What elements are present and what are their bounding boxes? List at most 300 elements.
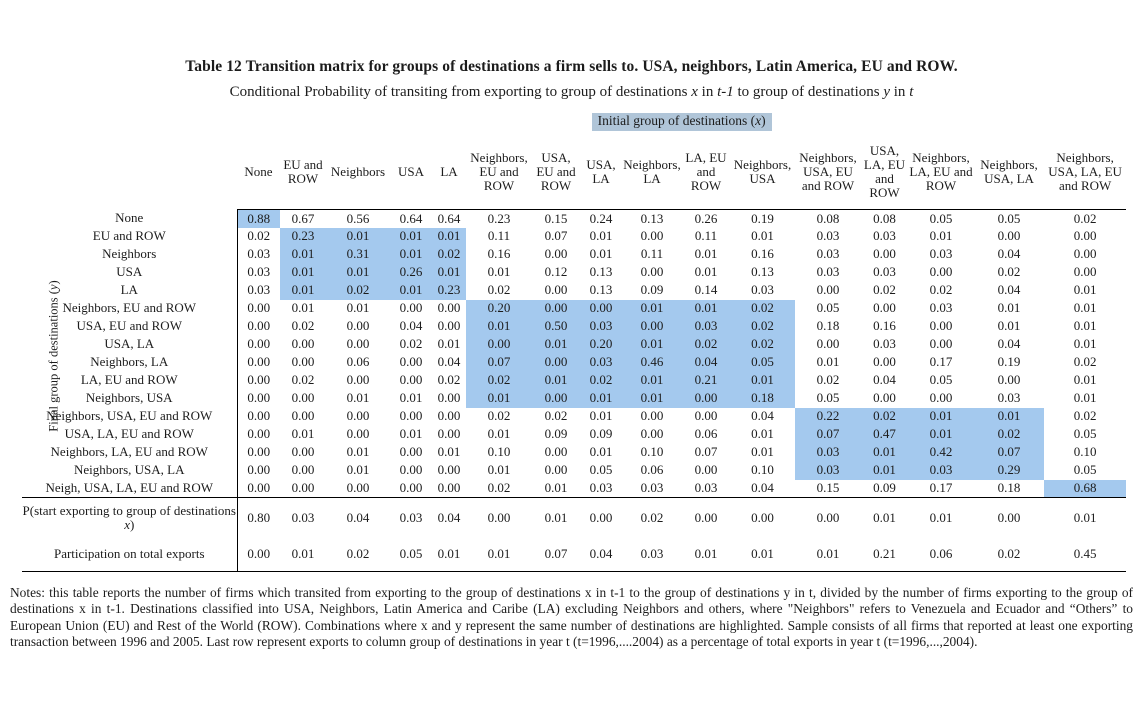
matrix-cell: 0.04	[873, 372, 896, 388]
summary-cell: 0.21	[861, 538, 908, 572]
matrix-cell: 0.01	[929, 228, 953, 244]
column-header: None	[237, 135, 280, 210]
summary-cell: 0.03	[291, 509, 315, 525]
matrix-cell: 0.00	[694, 462, 718, 478]
row-label: Neighbors	[102, 246, 157, 262]
matrix-cell: 0.00	[437, 300, 461, 316]
matrix-cell: 0.02	[861, 408, 908, 426]
row-label: USA, EU and ROW	[76, 318, 182, 334]
matrix-cell: 0.00	[816, 336, 840, 352]
matrix-cell: 0.01	[432, 228, 466, 246]
matrix-cell: 0.00	[237, 480, 280, 498]
summary-cell: 0.00	[589, 509, 613, 525]
summary-cell: 0.01	[929, 509, 953, 525]
matrix-cell: 0.08	[816, 210, 840, 226]
matrix-cell: 0.02	[399, 336, 423, 352]
matrix-cell: 0.10	[751, 462, 774, 478]
matrix-cell: 0.01	[390, 228, 432, 246]
table-row	[22, 282, 1126, 300]
matrix-cell: 0.00	[291, 408, 315, 424]
summary-cell: 0.00	[997, 509, 1021, 525]
matrix-cell: 0.42	[908, 444, 974, 462]
matrix-cell: 0.23	[280, 228, 326, 246]
matrix-cell: 0.00	[640, 426, 664, 442]
matrix-cell: 0.00	[326, 480, 390, 498]
matrix-cell: 0.01	[622, 372, 682, 390]
matrix-cell: 0.23	[432, 282, 466, 300]
matrix-cell: 0.01	[346, 390, 370, 406]
matrix-cell: 0.02	[1073, 408, 1097, 424]
matrix-cell: 0.02	[487, 408, 511, 424]
matrix-cell: 0.23	[487, 210, 511, 226]
matrix-cell: 0.01	[487, 426, 511, 442]
matrix-cell: 0.02	[466, 480, 532, 498]
column-header: Neighbors, USA, LA	[974, 135, 1044, 210]
matrix-cell: 0.00	[291, 444, 315, 460]
matrix-cell: 0.00	[437, 318, 461, 334]
matrix-cell: 0.00	[346, 336, 370, 352]
matrix-cell: 0.02	[730, 300, 795, 318]
matrix-cell: 0.03	[237, 264, 280, 282]
matrix-cell: 0.11	[694, 228, 718, 244]
matrix-cell: 0.01	[1073, 372, 1097, 388]
summary-cell: 0.02	[640, 509, 664, 525]
table-row	[22, 246, 1126, 264]
matrix-cell: 0.05	[730, 354, 795, 372]
matrix-cell: 0.13	[640, 210, 664, 226]
matrix-cell: 0.01	[346, 300, 370, 316]
matrix-cell: 0.01	[751, 426, 774, 442]
table-row	[22, 426, 1126, 444]
matrix-cell: 0.02	[487, 282, 511, 298]
summary-cell: 0.07	[532, 538, 580, 572]
matrix-cell: 0.00	[1073, 264, 1097, 280]
row-label: USA, LA, EU and ROW	[64, 426, 194, 442]
matrix-cell: 0.03	[580, 354, 622, 372]
matrix-cell: 0.03	[580, 480, 622, 498]
table-row	[22, 372, 1126, 390]
matrix-cell: 0.03	[622, 480, 682, 498]
summary-cell: 0.01	[466, 538, 532, 572]
matrix-cell: 0.07	[694, 444, 718, 460]
matrix-cell: 0.10	[487, 444, 511, 460]
matrix-cell: 0.01	[622, 300, 682, 318]
matrix-cell: 0.00	[873, 246, 896, 262]
matrix-cell: 0.04	[682, 354, 730, 372]
matrix-cell: 0.00	[622, 318, 682, 336]
matrix-cell: 0.01	[1073, 318, 1097, 334]
matrix-cell: 0.01	[589, 228, 613, 244]
matrix-cell: 0.01	[280, 246, 326, 264]
matrix-cell: 0.01	[390, 246, 432, 264]
matrix-cell: 0.00	[544, 282, 568, 298]
matrix-cell: 0.02	[237, 228, 280, 246]
matrix-cell: 0.02	[816, 372, 840, 388]
matrix-cell: 0.01	[751, 228, 774, 244]
matrix-cell: 0.00	[237, 426, 280, 444]
matrix-cell: 0.00	[929, 318, 953, 334]
matrix-cell: 0.16	[873, 318, 896, 334]
matrix-cell: 0.01	[437, 336, 461, 352]
corner-cell-2	[22, 135, 237, 210]
matrix-cell: 0.00	[997, 372, 1021, 388]
matrix-cell: 0.01	[399, 426, 423, 442]
transition-table-wrap	[22, 113, 1126, 572]
matrix-cell: 0.01	[1073, 336, 1097, 352]
matrix-cell: 0.00	[390, 480, 432, 498]
matrix-cell: 0.17	[908, 480, 974, 498]
matrix-cell: 0.01	[861, 462, 908, 480]
row-label: Neighbors, USA	[85, 390, 173, 406]
table-row	[22, 210, 1126, 228]
matrix-cell: 0.00	[816, 282, 840, 298]
matrix-cell: 0.01	[466, 390, 532, 408]
matrix-cell: 0.01	[622, 390, 682, 408]
initial-group-header: Initial group of destinations (x)	[592, 113, 772, 131]
matrix-cell: 0.10	[1073, 444, 1097, 460]
matrix-cell: 0.00	[237, 390, 280, 408]
column-header: LA	[432, 135, 466, 210]
matrix-cell: 0.00	[873, 354, 896, 370]
summary-cell: 0.01	[544, 509, 568, 525]
summary-cell: 0.00	[694, 509, 718, 525]
matrix-cell: 0.10	[640, 444, 664, 460]
matrix-cell: 0.01	[861, 444, 908, 462]
matrix-cell: 0.00	[640, 228, 664, 244]
matrix-cell: 0.13	[589, 282, 613, 298]
column-header: USA, LA	[580, 135, 622, 210]
matrix-cell: 0.03	[929, 300, 953, 316]
matrix-cell: 0.00	[399, 462, 423, 478]
table-row	[22, 462, 1126, 480]
matrix-cell: 0.00	[346, 408, 370, 424]
summary-row	[22, 498, 1126, 538]
matrix-cell: 0.01	[816, 354, 840, 370]
summary-cell: 0.06	[908, 538, 974, 572]
matrix-cell: 0.02	[544, 408, 568, 424]
matrix-cell: 0.02	[974, 426, 1044, 444]
matrix-cell: 0.02	[682, 336, 730, 354]
summary-cell: 0.01	[795, 538, 861, 572]
summary-cell: 0.01	[432, 538, 466, 572]
matrix-cell: 0.03	[751, 282, 774, 298]
matrix-cell: 0.00	[1073, 228, 1097, 244]
matrix-cell: 0.19	[997, 354, 1021, 370]
matrix-cell: 0.02	[1073, 354, 1097, 370]
summary-cell: 0.45	[1044, 538, 1126, 572]
matrix-cell: 0.00	[532, 390, 580, 408]
matrix-cell: 0.01	[437, 444, 461, 460]
matrix-cell: 0.16	[487, 246, 511, 262]
summary-cell: 0.01	[873, 509, 896, 525]
matrix-cell: 0.05	[589, 462, 613, 478]
row-label: LA, EU and ROW	[80, 372, 178, 388]
column-header: Neighbors	[326, 135, 390, 210]
matrix-cell: 0.04	[751, 408, 774, 424]
column-header: Neighbors, LA, EU and ROW	[908, 135, 974, 210]
matrix-cell: 0.00	[532, 354, 580, 372]
matrix-cell: 0.00	[346, 426, 370, 442]
matrix-cell: 0.02	[580, 372, 622, 390]
matrix-cell: 0.07	[544, 228, 568, 244]
row-label: Neighbors, LA	[90, 354, 169, 370]
matrix-cell: 0.02	[291, 318, 315, 334]
summary-cell: 0.00	[816, 509, 840, 525]
matrix-cell: 0.06	[694, 426, 718, 442]
matrix-cell: 0.03	[929, 246, 953, 262]
matrix-cell: 0.01	[1073, 390, 1097, 406]
summary-cell: 0.01	[730, 538, 795, 572]
summary-cell: 0.00	[237, 538, 280, 572]
matrix-cell: 0.12	[544, 264, 568, 280]
table-row	[22, 300, 1126, 318]
matrix-cell: 0.01	[532, 336, 580, 354]
column-header: USA	[390, 135, 432, 210]
matrix-cell: 0.03	[873, 228, 896, 244]
matrix-cell: 0.13	[751, 264, 774, 280]
matrix-cell: 0.08	[873, 210, 896, 226]
matrix-cell: 0.26	[390, 264, 432, 282]
matrix-cell: 0.01	[694, 264, 718, 280]
matrix-cell: 0.01	[532, 480, 580, 498]
matrix-cell: 0.03	[795, 462, 861, 480]
matrix-cell: 0.05	[929, 372, 953, 388]
summary-cell: 0.03	[622, 538, 682, 572]
matrix-cell: 0.05	[816, 390, 840, 406]
row-label: EU and ROW	[92, 228, 166, 244]
matrix-cell: 0.01	[908, 426, 974, 444]
summary-cell: 0.05	[390, 538, 432, 572]
matrix-cell: 0.02	[326, 282, 390, 300]
matrix-cell: 0.01	[1073, 282, 1097, 298]
summary-row	[22, 538, 1126, 572]
matrix-cell: 0.24	[589, 210, 613, 226]
matrix-cell: 0.01	[730, 372, 795, 390]
matrix-cell: 0.03	[816, 264, 840, 280]
initial-group-header-cell	[237, 113, 1126, 135]
matrix-cell: 0.00	[873, 390, 896, 406]
matrix-cell: 0.26	[694, 210, 718, 226]
matrix-cell: 0.01	[589, 408, 613, 424]
matrix-cell: 0.01	[589, 246, 613, 262]
matrix-cell: 0.15	[544, 210, 568, 226]
matrix-cell: 0.02	[466, 372, 532, 390]
matrix-cell: 0.56	[346, 210, 370, 226]
matrix-cell: 0.01	[291, 426, 315, 442]
matrix-cell: 0.88	[237, 210, 280, 228]
matrix-cell: 0.00	[291, 336, 315, 352]
matrix-cell: 0.00	[291, 390, 315, 406]
matrix-cell: 0.00	[399, 444, 423, 460]
matrix-cell: 0.00	[466, 336, 532, 354]
summary-cell: 0.01	[1073, 509, 1097, 525]
notes-text: Notes: this table reports the number of firms which transited from exporting to the group of destinations x in t-1 to the group of destinations y in t, divided by the number of firms exporting to the group of destinations x in t-1. Destinations classified into USA, Neighbors, Latin America and Caribe (LA) excluding Neighbors and others, where "Neighbors" refers to Venezuela and Ecuador and “Others” to European Union (EU) and Rest of the World (ROW). Combinations where x and y represent the same number of destinations are highlighted. Sample consists of all firms that reported at least one exporting transaction between 1996 and 2005. Last row represent exports to column group of destinations in year t (t=1996,....2004) as a percentage of total exports in year t (t=1996,...,2004).	[10, 585, 1133, 650]
matrix-cell: 0.02	[1073, 210, 1097, 226]
matrix-body	[22, 210, 1126, 572]
summary-cell: 0.04	[437, 509, 461, 525]
matrix-cell: 0.21	[682, 372, 730, 390]
matrix-cell: 0.00	[544, 246, 568, 262]
matrix-cell: 0.03	[873, 264, 896, 280]
summary-cell: 0.00	[487, 509, 511, 525]
column-header: USA, LA, EU and ROW	[861, 135, 908, 210]
summary-cell: 0.04	[580, 538, 622, 572]
column-header: LA, EU and ROW	[682, 135, 730, 210]
matrix-cell: 0.50	[532, 318, 580, 336]
matrix-cell: 0.03	[873, 336, 896, 352]
matrix-cell: 0.01	[390, 282, 432, 300]
matrix-cell: 0.04	[730, 480, 795, 498]
table-subtitle: Conditional Probability of transiting from exporting to group of destinations x in t-1 to group of destinations y in t	[229, 84, 914, 100]
matrix-cell: 0.09	[640, 282, 664, 298]
matrix-cell: 0.00	[580, 300, 622, 318]
summary-cell: 0.00	[751, 509, 774, 525]
matrix-cell: 0.01	[346, 444, 370, 460]
matrix-cell: 0.00	[237, 300, 280, 318]
matrix-cell: 0.29	[974, 462, 1044, 480]
matrix-cell: 0.47	[861, 426, 908, 444]
matrix-cell: 0.04	[997, 336, 1021, 352]
matrix-cell: 0.01	[280, 282, 326, 300]
matrix-cell: 0.18	[974, 480, 1044, 498]
matrix-cell: 0.00	[399, 372, 423, 388]
summary-cell: 0.01	[280, 538, 326, 572]
matrix-cell: 0.05	[1073, 462, 1097, 478]
matrix-cell: 0.01	[487, 264, 511, 280]
column-header: Neighbors, EU and ROW	[466, 135, 532, 210]
matrix-cell: 0.22	[795, 408, 861, 426]
matrix-cell: 0.01	[974, 408, 1044, 426]
matrix-cell: 0.00	[532, 300, 580, 318]
matrix-cell: 0.01	[1073, 300, 1097, 316]
matrix-cell: 0.00	[544, 444, 568, 460]
matrix-cell: 0.00	[997, 228, 1021, 244]
initial-group-header-row	[22, 113, 1126, 135]
matrix-cell: 0.01	[346, 462, 370, 478]
row-label: Neighbors, LA, EU and ROW	[50, 444, 208, 460]
matrix-cell: 0.11	[640, 246, 664, 262]
row-label: Neighbors, USA, EU and ROW	[46, 408, 213, 424]
matrix-cell: 0.07	[974, 444, 1044, 462]
matrix-cell: 0.00	[640, 408, 664, 424]
column-header: Neighbors, LA	[622, 135, 682, 210]
matrix-cell: 0.01	[997, 300, 1021, 316]
matrix-cell: 0.00	[346, 318, 370, 334]
matrix-cell: 0.00	[1073, 246, 1097, 262]
matrix-cell: 0.15	[795, 480, 861, 498]
matrix-cell: 0.03	[908, 462, 974, 480]
summary-cell: 0.02	[974, 538, 1044, 572]
matrix-cell: 0.02	[730, 318, 795, 336]
matrix-cell: 0.03	[237, 246, 280, 264]
matrix-cell: 0.06	[346, 354, 370, 370]
matrix-cell: 0.01	[682, 300, 730, 318]
matrix-cell: 0.00	[399, 354, 423, 370]
matrix-cell: 0.00	[929, 336, 953, 352]
matrix-cell: 0.67	[291, 210, 315, 226]
column-header: Neighbors, USA, EU and ROW	[795, 135, 861, 210]
matrix-cell: 0.00	[929, 390, 953, 406]
table-row	[22, 480, 1126, 498]
summary-cell: 0.03	[399, 509, 423, 525]
matrix-cell: 0.04	[437, 354, 461, 370]
matrix-cell: 0.00	[237, 444, 280, 462]
matrix-cell: 0.00	[291, 354, 315, 370]
matrix-cell: 0.68	[1044, 480, 1126, 498]
summary-cell: 0.04	[346, 509, 370, 525]
matrix-cell: 0.00	[437, 426, 461, 442]
summary-cell: 0.01	[682, 538, 730, 572]
column-header: EU and ROW	[280, 135, 326, 210]
matrix-cell: 0.20	[466, 300, 532, 318]
matrix-cell: 0.00	[432, 480, 466, 498]
matrix-cell: 0.03	[816, 246, 840, 262]
matrix-cell: 0.03	[816, 228, 840, 244]
table-row	[22, 336, 1126, 354]
matrix-cell: 0.02	[291, 372, 315, 388]
matrix-cell: 0.31	[326, 246, 390, 264]
table-row	[22, 390, 1126, 408]
table-row	[22, 228, 1126, 246]
column-header-row	[22, 135, 1126, 210]
matrix-cell: 0.00	[682, 390, 730, 408]
matrix-cell: 0.01	[908, 408, 974, 426]
row-label: Neighbors, USA, LA	[74, 462, 185, 478]
summary-row-label: Participation on total exports	[22, 538, 237, 572]
matrix-cell: 0.03	[682, 318, 730, 336]
matrix-cell: 0.04	[997, 282, 1021, 298]
matrix-cell: 0.01	[487, 462, 511, 478]
matrix-cell: 0.13	[589, 264, 613, 280]
row-label: None	[115, 210, 144, 226]
matrix-cell: 0.05	[929, 210, 953, 226]
matrix-cell: 0.05	[1073, 426, 1097, 442]
matrix-cell: 0.01	[326, 228, 390, 246]
matrix-cell: 0.00	[346, 372, 370, 388]
table-row	[22, 264, 1126, 282]
matrix-cell: 0.01	[532, 372, 580, 390]
matrix-cell: 0.46	[622, 354, 682, 372]
matrix-cell: 0.03	[682, 480, 730, 498]
matrix-cell: 0.18	[730, 390, 795, 408]
matrix-cell: 0.00	[640, 264, 664, 280]
matrix-cell: 0.00	[437, 390, 461, 406]
table-row	[22, 444, 1126, 462]
row-label: Neigh, USA, LA, EU and ROW	[22, 480, 237, 498]
matrix-cell: 0.07	[795, 426, 861, 444]
matrix-cell: 0.00	[399, 300, 423, 316]
matrix-cell: 0.02	[997, 264, 1021, 280]
matrix-cell: 0.16	[751, 246, 774, 262]
matrix-cell: 0.09	[544, 426, 568, 442]
matrix-cell: 0.00	[929, 264, 953, 280]
matrix-cell: 0.03	[580, 318, 622, 336]
matrix-cell: 0.14	[694, 282, 718, 298]
matrix-cell: 0.04	[997, 246, 1021, 262]
row-label: USA	[116, 264, 143, 280]
y-axis-label: Final group of destinations (y)	[46, 280, 61, 432]
matrix-cell: 0.00	[437, 408, 461, 424]
corner-cell	[22, 113, 237, 135]
matrix-cell: 0.01	[997, 318, 1021, 334]
matrix-cell: 0.09	[589, 426, 613, 442]
summary-cell: 0.02	[326, 538, 390, 572]
matrix-cell: 0.02	[730, 336, 795, 354]
matrix-cell: 0.06	[640, 462, 664, 478]
matrix-cell: 0.64	[399, 210, 423, 226]
matrix-cell: 0.00	[237, 408, 280, 426]
table-title: Table 12 Transition matrix for groups of destinations a firm sells to. USA, neighbors, Latin America, EU and ROW.	[185, 58, 958, 75]
